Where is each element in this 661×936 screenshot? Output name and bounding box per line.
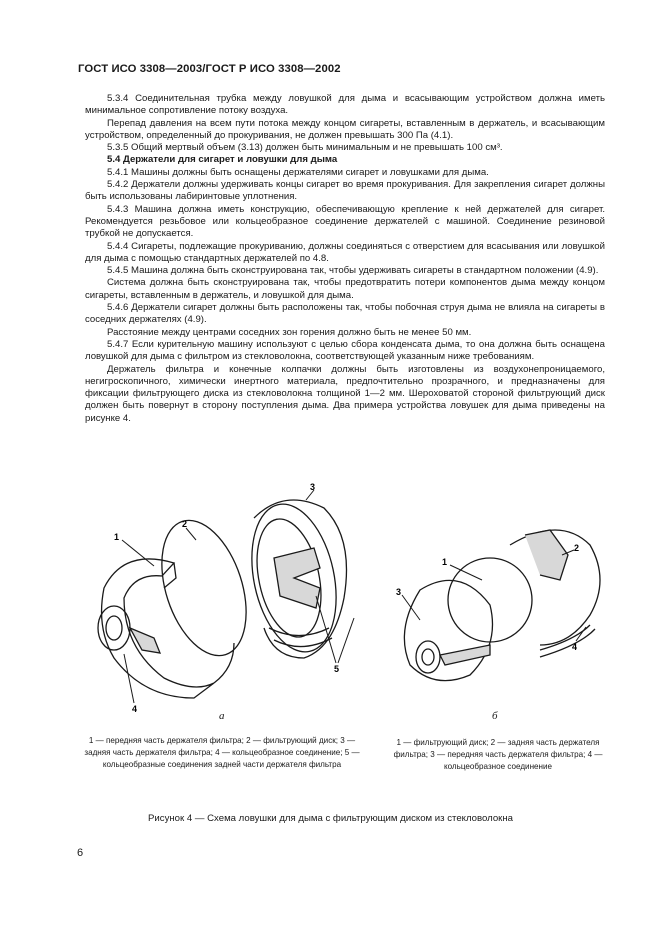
callout-a-2: 2 [182,519,188,529]
figure-b-label: б [492,710,498,722]
callout-a-4: 4 [132,704,138,714]
paragraph: 5.4.4 Сигареты, подлежащие прокуриванию, должны соединяться с отверстием для всасывания или ловушкой для дыма с помощью стандартных держателей по 4.8. [85,240,605,264]
filter-disc-shape [146,510,262,667]
paragraph: 5.4.2 Держатели должны удерживать концы сигарет во время прокуривания. Для закрепления сигарет должны быть использованы лабиринтовые уплотнения. [85,179,605,203]
page-number: 6 [77,847,84,859]
callout-b-4: 4 [572,642,578,652]
front-holder-shape [102,559,214,698]
figure-a-label: а [219,710,225,722]
paragraph: 5.4.5 Машина должна быть сконструирована так, чтобы удерживать сигареты в стандартном положении (4.9). [107,265,599,277]
paragraph: Расстояние между центрами соседних зон горения должно быть не менее 50 мм. [107,326,472,338]
paragraph: Система должна быть сконструирована так, чтобы предотвратить потери компонентов дыма между концом сигареты, вставленным в держатель, и ловушкой для дыма. [85,277,605,301]
figure-b-drawing [390,495,620,705]
paragraph: Перепад давления на всем пути потока между концом сигареты, вставленным в держатель, и всасывающим устройством, определенный до прокуривания, не должен превышать 300 Па (4.1). [85,117,605,141]
paragraph: 5.3.5 Общий мертвый объем (3.13) должен быть минимальным и не превышать 100 см³. [107,142,503,154]
figure-a-drawing [84,478,374,718]
callout-a-5: 5 [334,664,340,674]
section-heading: 5.4 Держатели для сигарет и ловушки для дыма [107,154,338,166]
filter-disc-shape-b [448,558,532,642]
figure-caption: Рисунок 4 — Схема ловушки для дыма с фильтрующим диском из стекловолокна [148,813,513,824]
callout-a-3: 3 [310,482,316,492]
paragraph: 5.3.4 Соединительная трубка между ловушкой для дыма и всасывающим устройством должна иметь минимальное сопротивление потоку воздуха. [85,93,605,117]
paragraph: 5.4.3 Машина должна иметь конструкцию, обеспечивающую крепление к ней держателей для сигарет. Рекомендуется резьбовое или кольцеобразное соединение держателей с машиной. Соединение резиновой трубкой не допускается. [85,203,605,240]
paragraph: 5.4.6 Держатели сигарет должны быть расположены так, чтобы побочная струя дыма не влияла на сигареты в соседних держателях (4.9). [85,302,605,326]
paragraph: 5.4.7 Если курительную машину используют с целью сбора конденсата дыма, то она должна быть оснащена ловушкой для дыма с фильтром из стекловолокна, соответствующей указанным ниже требованиям. [85,338,605,363]
paragraph: Держатель фильтра и конечные колпачки должны быть изготовлены из воздухонепроницаемого, негигроскопичного, химически инертного материала, предпочтительно прозрачного, и предназначены для фиксации фильтрующего диска из стекловолокна толщиной 1—2 мм. Шероховатой стороной фильтрующий диск должен быть повернут в сторону поступления дыма. Два примера устройства ловушек для дыма приведены на рисунке 4. [85,363,605,424]
figure-b-legend: 1 — фильтрующий диск; 2 — задняя часть держателя фильтра; 3 — передняя часть держателя фильтра; 4 — кольцеобразное соединение [393,738,603,772]
paragraph: 5.4.1 Машины должны быть оснащены держателями сигарет и ловушками для дыма. [107,166,489,178]
callout-b-2: 2 [574,543,580,553]
callout-a-1: 1 [114,532,120,542]
figure-a-legend: 1 — передняя часть держателя фильтра; 2 — фильтрующий диск; 3 — задняя часть держателя фильтра; 4 — кольцеобразное соединение; 5 — кольцеобразные соединения задней части держателя фильтра [84,736,360,770]
document-header: ГОСТ ИСО 3308—2003/ГОСТ Р ИСО 3308—2002 [78,63,341,75]
body-text [85,93,605,425]
callout-b-1: 1 [442,557,448,567]
callout-b-3: 3 [396,587,402,597]
